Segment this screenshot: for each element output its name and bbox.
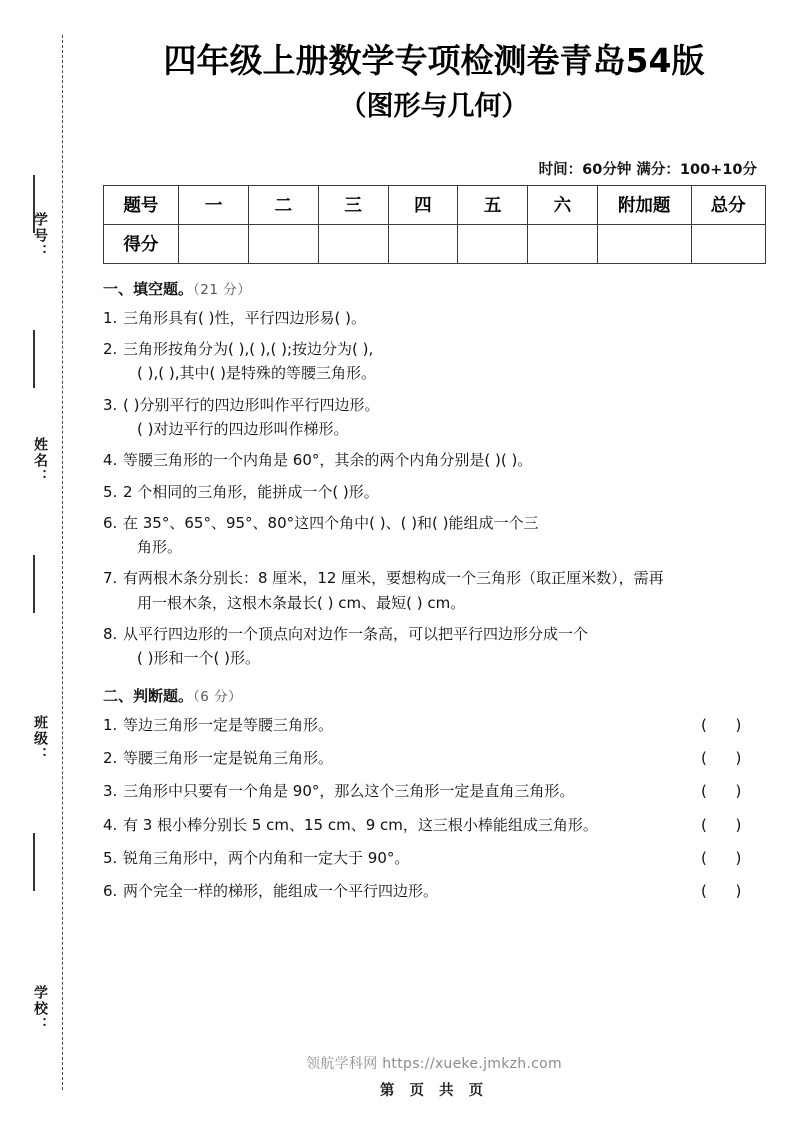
question-line: 有两根木条分别长：8 厘米，12 厘米，要想构成一个三角形（取正厘米数），需再: [123, 569, 664, 588]
score-table-col-5: 五: [458, 185, 528, 224]
question-number: 3.: [103, 395, 118, 414]
question-tf-2: [103, 746, 763, 770]
question-fill-7: [103, 566, 763, 615]
question-line: ( )分别平行的四边形叫作平行四边形。: [123, 395, 380, 414]
answer-bracket[interactable]: ( ): [701, 882, 742, 901]
margin-label-student-id: 学号：: [32, 212, 48, 260]
question-text: 锐角三角形中，两个内角和一定大于 90°。: [123, 848, 410, 867]
answer-bracket[interactable]: ( ): [701, 715, 742, 734]
margin-binding-strip: [0, 0, 75, 1122]
question-line: ( )形和一个( )形。: [137, 649, 260, 668]
question-line: 用一根木条，这根木条最长( ) cm、最短( ) cm。: [137, 593, 466, 612]
question-fill-8: [103, 622, 763, 671]
score-cell-extra[interactable]: [597, 224, 691, 263]
question-body: [123, 448, 763, 472]
question-number: 2.: [103, 340, 118, 359]
question-body: [123, 393, 763, 442]
score-cell-2[interactable]: [249, 224, 319, 263]
question-number: 5.: [103, 848, 118, 867]
question-line: 角形。: [137, 538, 183, 557]
margin-label-school: 学校：: [32, 985, 48, 1033]
answer-bracket[interactable]: ( ): [701, 815, 742, 834]
page-subtitle: （图形与几何）: [339, 91, 529, 123]
section-heading-fill-blank: [103, 278, 763, 299]
question-line: 等腰三角形的一个内角是 60°，其余的两个内角分别是( )( )。: [123, 451, 533, 470]
question-body: [123, 566, 763, 615]
question-fill-5: [103, 480, 763, 504]
question-number: 5.: [103, 482, 118, 501]
question-line: 从平行四边形的一个顶点向对边作一条高，可以把平行四边形分成一个: [123, 625, 589, 644]
question-tf-4: [103, 813, 763, 837]
question-number: 1.: [103, 308, 118, 327]
answer-bracket[interactable]: ( ): [701, 748, 742, 767]
question-line: 2 个相同的三角形，能拼成一个( )形。: [123, 482, 379, 501]
page-title: 四年级上册数学专项检测卷青岛54版: [163, 41, 705, 80]
score-table-col-2: 二: [249, 185, 319, 224]
score-cell-3[interactable]: [318, 224, 388, 263]
question-number: 6.: [103, 882, 118, 901]
question-number: 7.: [103, 569, 118, 588]
question-body: [123, 511, 763, 560]
question-text: 有 3 根小棒分别长 5 cm、15 cm、9 cm，这三根小棒能组成三角形。: [123, 815, 598, 834]
question-fill-3: [103, 393, 763, 442]
score-table-col-4: 四: [388, 185, 458, 224]
question-text: 三角形中只要有一个角是 90°，那么这个三角形一定是直角三角形。: [123, 782, 575, 801]
question-fill-6: [103, 511, 763, 560]
table-row-score: [103, 224, 765, 263]
watermark-text: 领航学科网 https://xueke.jmkzh.com: [306, 1056, 562, 1072]
title-block: [75, 0, 793, 128]
dashed-fold-line: [62, 35, 63, 1090]
page-footer: [75, 1053, 793, 1100]
question-number: 8.: [103, 625, 118, 644]
score-table-col-extra: 附加题: [597, 185, 691, 224]
margin-rule-2: [33, 330, 35, 388]
margin-rule-3: [33, 555, 35, 613]
question-fill-1: [103, 306, 763, 330]
exam-meta-info: 时间：60分钟 满分：100+10分: [538, 161, 757, 178]
score-table-row-label-score: 得分: [103, 224, 179, 263]
margin-label-name: 姓名：: [32, 437, 48, 485]
question-text: 等边三角形一定是等腰三角形。: [123, 715, 334, 734]
question-fill-2: [103, 337, 763, 386]
question-line: 在 35°、65°、95°、80°这四个角中( )、( )和( )能组成一个三: [123, 513, 539, 532]
question-line: 三角形具有( )性，平行四边形易( )。: [123, 308, 366, 327]
question-number: 2.: [103, 748, 118, 767]
score-table-col-total: 总分: [691, 185, 765, 224]
score-cell-1[interactable]: [179, 224, 249, 263]
question-tf-6: [103, 879, 763, 903]
score-table-col-1: 一: [179, 185, 249, 224]
exam-paper: [75, 0, 793, 1122]
question-tf-5: [103, 846, 763, 870]
margin-rule-4: [33, 833, 35, 891]
question-body: [123, 306, 763, 330]
answer-bracket[interactable]: ( ): [701, 848, 742, 867]
question-line: ( )对边平行的四边形叫作梯形。: [137, 419, 349, 438]
question-tf-3: [103, 779, 763, 803]
question-number: 1.: [103, 715, 118, 734]
question-number: 4.: [103, 815, 118, 834]
question-line: 三角形按角分为( ),( ),( );按边分为( ),: [123, 340, 374, 359]
question-tf-1: [103, 713, 763, 737]
score-table-col-3: 三: [318, 185, 388, 224]
margin-label-class: 班级：: [32, 715, 48, 763]
score-cell-total[interactable]: [691, 224, 765, 263]
score-cell-6[interactable]: [527, 224, 597, 263]
score-cell-5[interactable]: [458, 224, 528, 263]
question-fill-4: [103, 448, 763, 472]
score-table-col-6: 六: [527, 185, 597, 224]
section-heading-text-1: 一、填空题。: [103, 279, 194, 298]
question-text: 等腰三角形一定是锐角三角形。: [123, 748, 334, 767]
section-points-1: （21 分）: [193, 281, 252, 298]
score-table: [103, 185, 766, 264]
table-row-header: [103, 185, 765, 224]
score-cell-4[interactable]: [388, 224, 458, 263]
score-table-row-label: 题号: [103, 185, 179, 224]
question-number: 6.: [103, 513, 118, 532]
question-body: [123, 480, 763, 504]
section-points-2: （6 分）: [193, 688, 243, 705]
question-text: 两个完全一样的梯形，能组成一个平行四边形。: [123, 882, 439, 901]
section-heading-text-2: 二、判断题。: [103, 686, 194, 705]
section-heading-true-false: [103, 685, 763, 706]
answer-bracket[interactable]: ( ): [701, 782, 742, 801]
question-body: [123, 337, 763, 386]
question-number: 3.: [103, 782, 118, 801]
question-body: [123, 622, 763, 671]
question-number: 4.: [103, 451, 118, 470]
page-number-indicator: 第 页 共 页: [379, 1083, 489, 1099]
questions-content: [75, 278, 793, 904]
question-line: ( ),( ),其中( )是特殊的等腰三角形。: [137, 364, 376, 383]
